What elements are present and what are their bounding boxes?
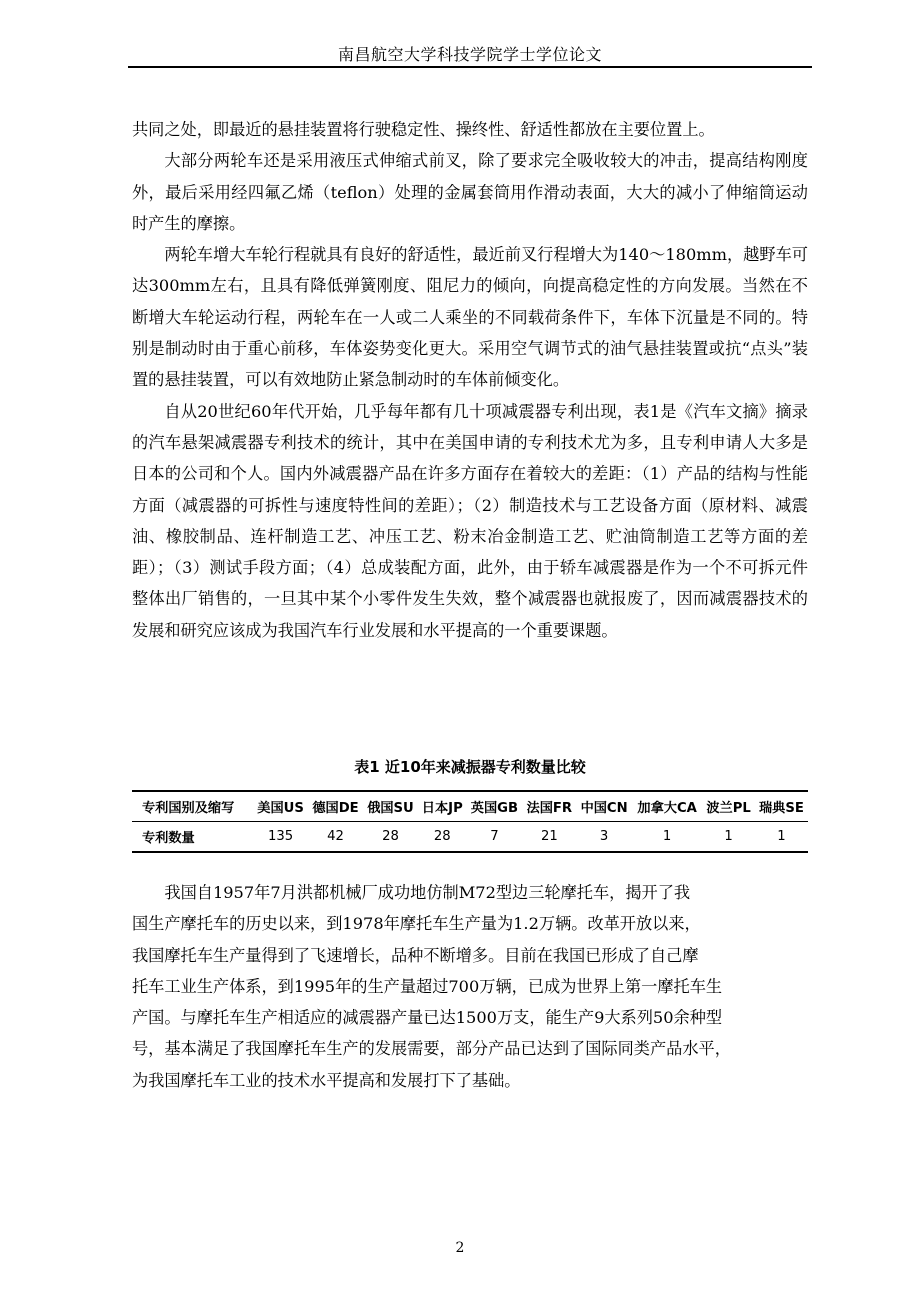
- table-row-label: 专利数量: [132, 822, 253, 853]
- table-cell-gb: 7: [466, 822, 522, 853]
- table-cell-jp: 28: [418, 822, 466, 853]
- text-line: 为我国摩托车工业的技术水平提高和发展打下了基础。: [132, 1070, 521, 1090]
- page-header: 南昌航空大学科技学院学士学位论文: [337, 45, 602, 64]
- text-line: 国生产摩托车的历史以来，到1978年摩托车生产量为1.2万辆。改革开放以来，: [132, 914, 701, 934]
- table-col-jp: 日本JP: [418, 791, 466, 822]
- paragraph-1: 共同之处，即最近的悬挂装置将行驶稳定性、操终性、舒适性都放在主要位置上。: [132, 120, 715, 139]
- table-cell-pl: 1: [702, 822, 755, 853]
- table-cell-se: 1: [755, 822, 808, 853]
- table-col-gb: 英国GB: [466, 791, 522, 822]
- paragraph-2: 大部分两轮车还是采用液压式伸缩式前叉，除了要求完全吸收较大的冲击，提高结构刚度外，最后采用经四氟乙烯（teflon）处理的金属套筒用作滑动表面，大大的减小了伸缩筒运动时产生的摩擦。: [132, 151, 808, 233]
- paragraph-3: 两轮车增大车轮行程就具有良好的舒适性，最近前叉行程增大为140～180mm，越野车可达300mm左右，且具有降低弹簧刚度、阻尼力的倾向，向提高稳定性的方向发展。当然在不断增大车轮运动行程，两轮车在一人或二人乘坐的不同载荷条件下，车体下沉量是不同的。特别是制动时由于重心前移，车体姿势变化更大。采用空气调节式的油气悬挂装置或抗“点头”装置的悬挂装置，可以有效地防止紧急制动时的车体前倾变化。: [132, 245, 808, 390]
- table-cell-ca: 1: [632, 822, 702, 853]
- table-cell-de: 42: [308, 822, 363, 853]
- text-line: 我国摩托车生产量得到了飞速增长，品种不断增多。目前在我国已形成了自己摩: [132, 945, 699, 965]
- table-header-label: 专利国别及缩写: [132, 791, 253, 822]
- patent-table-grid: [132, 790, 808, 853]
- table-col-su: 俄国SU: [363, 791, 418, 822]
- table-cell-cn: 3: [576, 822, 632, 853]
- table-col-cn: 中国CN: [576, 791, 632, 822]
- text-line: 托车工业生产体系，到1995年的生产量超过700万辆，已成为世界上第一摩托车生: [132, 976, 723, 996]
- table-cell-su: 28: [363, 822, 418, 853]
- table-col-de: 德国DE: [308, 791, 363, 822]
- text-line: 号，基本满足了我国摩托车生产的发展需要，部分产品已达到了国际同类产品水平，: [132, 1039, 731, 1059]
- table-col-us: 美国US: [253, 791, 308, 822]
- table-col-pl: 波兰PL: [702, 791, 755, 822]
- table-caption: 表1 近10年来减振器专利数量比较: [354, 758, 586, 776]
- text-line: 产国。与摩托车生产相适应的减震器产量已达1500万支，能生产9大系列50余种型: [132, 1008, 723, 1028]
- header-rule: [128, 66, 812, 68]
- table-cell-fr: 21: [522, 822, 576, 853]
- text-line: 我国自1957年7月洪都机械厂成功地仿制M72型边三轮摩托车，揭开了我: [164, 883, 691, 902]
- patent-table: [132, 790, 808, 853]
- table-row: [132, 822, 808, 853]
- page-number: 2: [455, 1240, 465, 1256]
- body-section-1: [132, 114, 808, 646]
- body-section-2: [132, 877, 808, 1096]
- table-col-ca: 加拿大CA: [632, 791, 702, 822]
- table-header-row: [132, 791, 808, 822]
- table-cell-us: 135: [253, 822, 308, 853]
- table-col-fr: 法国FR: [522, 791, 576, 822]
- paragraph-4: 自从20世纪60年代开始，几乎每年都有几十项减震器专利出现，表1是《汽车文摘》摘录的汽车悬架减震器专利技术的统计，其中在美国申请的专利技术尤为多，且专利申请人大多是日本的公司和个人。国内外减震器产品在许多方面存在着较大的差距：（1）产品的结构与性能方面（减震器的可拆性与速度特性间的差距）；（2）制造技术与工艺设备方面（原材料、减震油、橡胶制品、连杆制造工艺、冲压工艺、粉末冶金制造工艺、贮油筒制造工艺等方面的差距）；（3）测试手段方面；（4）总成装配方面，此外，由于轿车减震器是作为一个不可拆元件整体出厂销售的，一旦其中某个小零件发生失效，整个减震器也就报废了，因而减震器技术的发展和研究应该成为我国汽车行业发展和水平提高的一个重要课题。: [132, 401, 808, 640]
- table-col-se: 瑞典SE: [755, 791, 808, 822]
